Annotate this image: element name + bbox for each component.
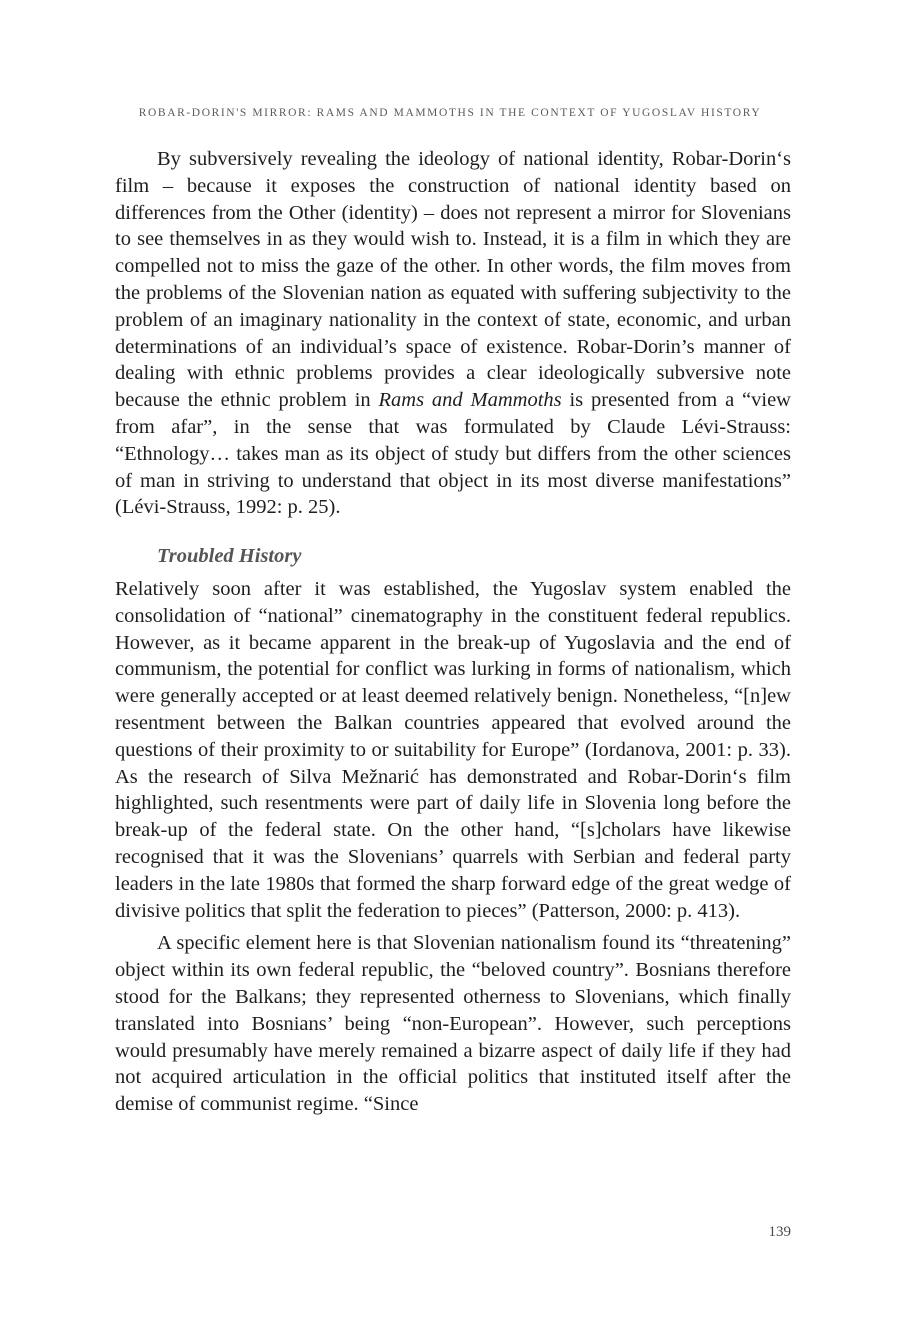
paragraph-2: Relatively soon after it was established, the Yugoslav system enabled the consolidation of “national” cinematography in the constituent federal republics. However, as it became apparent in the break-up of Yugoslavia and the end of communism, the potential for conflict was lurking in forms of nationalism, which were generally accepted or at least deemed relatively benign. Nonetheless, “[n]ew resentment between the Balkan countries appeared that evolved around the questions of their proximity to or suitability for Europe” (Iordanova, 2001: p. 33). As the research of Silva Mežnarić has demonstrated and Robar-Dorin‘s film highlighted, such resentments were part of daily life in Slovenia long before the break-up of the federal state. On the other hand, “[s]cholars have likewise recognised that it was the Slovenians’ quarrels with Serbian and federal party leaders in the late 1980s that formed the sharp forward edge of the great wedge of divisive politics that split the federation to pieces” (Patterson, 2000: p. 413). bbox=[115, 577, 791, 922]
section-heading: Troubled History bbox=[157, 545, 302, 568]
paragraph-1 bbox=[115, 146, 791, 521]
paragraph-1-part-1: By subversively revealing the ideology of national identity, Robar-Dorin‘s film – because it exposes the construction of national identity based on differences from the Other (identity) – does not represent a mirror for Slovenians to see themselves in as they would wish to. Instead, it is a film in which they are compelled not to miss the gaze of the other. In other words, the film moves from the problems of the Slovenian nation as equated with suffering subjectivity to the problem of an imaginary nationality in the context of state, economic, and urban determinations of an individual’s space of existence. Robar-Dorin’s manner of dealing with ethnic problems provides a clear ideologically subversive note because the ethnic problem in bbox=[115, 148, 791, 412]
paragraph-3: A specific element here is that Slovenian nationalism found its “threatening” object within its own federal republic, the “beloved country”. Bosnians therefore stood for the Balkans; they represented otherness to Slovenians, which finally translated into Bosnians’ being “non-European”. However, such perceptions would presumably have merely remained a bizarre aspect of daily life if they had not acquired articulation in the official politics that instituted itself after the demise of communist regime. “Since bbox=[115, 932, 791, 1116]
page-number: 139 bbox=[768, 1224, 791, 1240]
body-text bbox=[115, 146, 791, 1118]
paragraph-1-part-2: is presented from a “view from afar”, in the sense that was formulated by Claude Lévi-Strauss: “Ethnology… takes man as its object of study but differs from the other sciences of man in striving to understand that object in its most diverse manifestations” (Lévi-Strauss, 1992: p. 25). bbox=[115, 389, 791, 519]
film-title-italic: Rams and Mammoths bbox=[378, 389, 562, 412]
running-head: ROBAR-DORIN'S MIRROR: RAMS AND MAMMOTHS IN THE CONTEXT OF YUGOSLAV HISTORY bbox=[138, 107, 762, 119]
